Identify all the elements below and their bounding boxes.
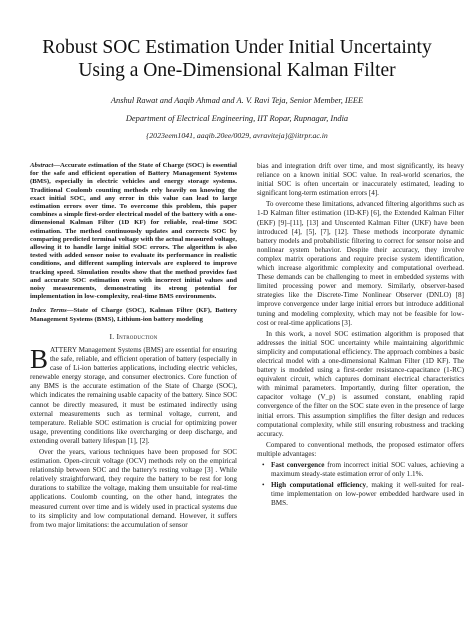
- right-paragraph-1: bias and integration drift over time, and most significantly, its heavy reliance on a known initial SOC value. In real-world scenarios, the initial SOC is often uncertain or inaccurately estimated, leading to significant long-term estimation errors [4].: [257, 162, 464, 198]
- left-column: [30, 162, 237, 530]
- index-terms-label: Index Terms: [30, 307, 67, 315]
- paper-title: [20, 36, 454, 82]
- index-terms-text: —State of Charge (SOC), Kalman Filter (KF), Battery Management Systems (BMS), Lithium-ion battery modeling: [30, 307, 237, 323]
- index-terms: [30, 307, 237, 323]
- abstract-label: Abstract: [30, 162, 54, 169]
- section-heading-introduction: [30, 332, 237, 341]
- list-item: [271, 481, 464, 508]
- intro-paragraph-2: Over the years, various techniques have been proposed for SOC estimation. Open-circuit voltage (OCV) methods rely on the empirical relationship between SOC and the battery's resting voltage [3] . While relatively straightforward, they require the battery to be rest for long durations to stabilize the voltage, making them unsuitable for real-time applications. Coulomb counting, on the other hand, integrates the measured current over time and is widely used in practical systems due to its simplicity and low computational demand. However, it suffers from two major limitations: the accumulation of sensor: [30, 447, 237, 529]
- affiliation: Department of Electrical Engineering, IIT Ropar, Rupnagar, India: [125, 114, 349, 123]
- section-title: Introduction: [116, 331, 158, 341]
- abstract: [30, 162, 237, 301]
- intro-paragraph-1-text: ATTERY Management Systems (BMS) are essential for ensuring the safe, reliable, and efficient operation of battery (especially in case of Li-ion batteries applications, including electric vehicles, renewable energy storage, and consumer electronics. Core function of any BMS is the accurate estimation of the State of Charge (SOC), which indicates the remaining usable capacity of the battery. Since SOC cannot be directly measured, it must be estimated indirectly using external measurements such as terminal voltage, current, and temperature. Reliable SOC estimation is crucial for optimizing power usage, preventing conditions like overcharging or deep discharge, and extending overall battery lifespan [1], [2].: [30, 345, 237, 445]
- list-item: [271, 461, 464, 479]
- advantage-2-text: , making it well-suited for real-time implementation on low-power embedded hardware used in BMS.: [271, 481, 464, 508]
- section-number: I.: [109, 331, 117, 341]
- author-emails: {2023eem1041, aaqib.20ee/0029, avraviteja}@iitrpr.ac.in: [146, 131, 328, 140]
- abstract-text: —Accurate estimation of the State of Charge (SOC) is essential for the safe and efficient operation of Battery Management Systems (BMS), especially in electric vehicles and energy storage systems. Traditional Coulomb counting methods rely heavily on knowing the exact initial SOC, and any error in this value can lead to large estimation errors over time. To overcome this problem, this paper combines a simple first-order electrical model of the battery with a one-dimensional Kalman Filter (1D KF) for reliable, real-time SOC estimation. The method continuously updates and corrects SOC by comparing predicted terminal voltage with the actual measured voltage, allowing it to handle large initial SOC errors. The algorithm is also tested with added sensor noise to evaluate its performance in realistic conditions, and different sampling intervals are explored to improve tracking speed. Simulation results show that the method provides fast and accurate SOC estimation even with incorrect initial values and noisy measurements, demonstrating its strong potential for implementation in low-complexity, real-time BMS environments.: [30, 162, 237, 301]
- right-column: [257, 162, 464, 510]
- intro-paragraph-1: [30, 343, 237, 446]
- right-paragraph-4: Compared to conventional methods, the proposed estimator offers multiple advantages:: [257, 440, 464, 458]
- author-list: Anshul Rawat and Aaqib Ahmad and A. V. Ravi Teja, Senior Member, IEEE: [110, 96, 364, 105]
- advantage-1-text: from incorrect initial SOC values, achieving a maximum steady-state estimation error of only 1.1%.: [271, 461, 464, 479]
- right-paragraph-2: To overcome these limitations, advanced filtering algorithms such as 1-D Kalman filter estimation (1D-KF) [6], the Extended Kalman Filter (EKF) [9]–[11], [13] and Unscented Kalman Filter (UKF) have been introduced [4], [5], [7], [12]. These methods incorporate dynamic battery models and probabilistic filtering to correct for sensor noise and nonlinear system behavior. Despite their accuracy, they involve complex matrix operations and require precise system identification, which increase algorithmic complexity and computational overhead. These demands can be challenging to meet in embedded systems with limited processing power and memory. Similarly, observer-based strategies like the Discrete-Time Nonlinear Observer (DNLO) [8] improve convergence under large initial errors but introduce additional tuning and modeling complexity, which may not be feasible for low-cost or real-time applications [3].: [257, 200, 464, 327]
- title-line-1: Robust SOC Estimation Under Initial Uncertainty: [42, 37, 432, 58]
- advantage-2-title: High computational efficiency: [271, 481, 367, 490]
- advantages-list: [257, 461, 464, 508]
- title-line-2: Using a One-Dimensional Kalman Filter: [78, 60, 396, 81]
- drop-cap: B: [30, 343, 49, 374]
- right-paragraph-3: In this work, a novel SOC estimation algorithm is proposed that addresses the initial SOC uncertainty while maintaining algorithmic simplicity and computational efficiency. The approach combines a basic electrical model with a one-dimensional Kalman Filter (1D KF). The battery is modeled using a first-order resistance-capacitance (1-RC) equivalent circuit, which captures dominant electrical characteristics with minimal parameters. Importantly, during filter operation, the capacitor voltage (V_p) is assumed constant, enabling rapid convergence of the filter on the SOC state even in the presence of large initial errors. This assumption simplifies the filter design and reduces computational complexity, while still ensuring robustness and tracking accuracy.: [257, 329, 464, 438]
- advantage-1-title: Fast convergence: [271, 461, 325, 469]
